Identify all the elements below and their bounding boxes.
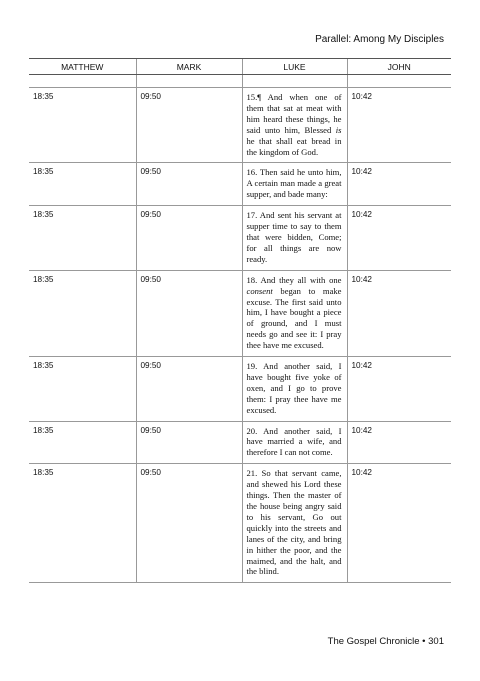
- john-ref: 10:42: [347, 206, 451, 271]
- matthew-ref: 18:35: [29, 270, 136, 356]
- table-row: [29, 464, 451, 583]
- table-row: [29, 88, 451, 163]
- luke-verse: 15.¶ And when one of them that sat at meat with him heard these things, he said unto him, Blessed is he that shall eat bread in the kingdom of God.: [242, 88, 347, 163]
- mark-ref: 09:50: [136, 88, 242, 163]
- john-ref: 10:42: [347, 464, 451, 583]
- table-row: [29, 421, 451, 464]
- luke-verse: 20. And another said, I have married a wife, and therefore I can not come.: [242, 421, 347, 464]
- table-header: [29, 59, 451, 75]
- table-row: [29, 206, 451, 271]
- mark-ref: 09:50: [136, 421, 242, 464]
- spacer-cell: [242, 75, 347, 88]
- luke-verse: 17. And sent his servant at supper time to say to them that were bidden, Come; for all things are now ready.: [242, 206, 347, 271]
- column-header-mark: MARK: [136, 59, 242, 75]
- mark-ref: 09:50: [136, 357, 242, 422]
- john-ref: 10:42: [347, 163, 451, 206]
- john-ref: 10:42: [347, 270, 451, 356]
- table-body: [29, 75, 451, 583]
- matthew-ref: 18:35: [29, 421, 136, 464]
- matthew-ref: 18:35: [29, 88, 136, 163]
- mark-ref: 09:50: [136, 270, 242, 356]
- luke-verse: 19. And another said, I have bought five yoke of oxen, and I go to prove them: I pray thee have me excused.: [242, 357, 347, 422]
- parallel-table: [29, 58, 451, 583]
- john-ref: 10:42: [347, 357, 451, 422]
- column-header-john: JOHN: [347, 59, 451, 75]
- john-ref: 10:42: [347, 88, 451, 163]
- column-header-matthew: MATTHEW: [29, 59, 136, 75]
- matthew-ref: 18:35: [29, 464, 136, 583]
- john-ref: 10:42: [347, 421, 451, 464]
- spacer-row: [29, 75, 451, 88]
- spacer-cell: [347, 75, 451, 88]
- page-footer: The Gospel Chronicle • 301: [327, 636, 444, 647]
- mark-ref: 09:50: [136, 163, 242, 206]
- column-header-luke: LUKE: [242, 59, 347, 75]
- page-header-title: Parallel: Among My Disciples: [315, 34, 444, 45]
- matthew-ref: 18:35: [29, 357, 136, 422]
- header-row: [29, 59, 451, 75]
- spacer-cell: [136, 75, 242, 88]
- luke-verse: 16. Then said he unto him, A certain man made a great supper, and bade many:: [242, 163, 347, 206]
- matthew-ref: 18:35: [29, 206, 136, 271]
- mark-ref: 09:50: [136, 464, 242, 583]
- table-row: [29, 357, 451, 422]
- mark-ref: 09:50: [136, 206, 242, 271]
- table-row: [29, 163, 451, 206]
- luke-verse: 21. So that servant came, and shewed his Lord these things. Then the master of the house being angry said to his servant, Go out quickly into the streets and lanes of the city, and bring in hither the poor, and the maimed, and the halt, and the blind.: [242, 464, 347, 583]
- table-row: [29, 270, 451, 356]
- matthew-ref: 18:35: [29, 163, 136, 206]
- luke-verse: 18. And they all with one consent began to make excuse. The first said unto him, I have bought a piece of ground, and I must needs go and see it: I pray thee have me excused.: [242, 270, 347, 356]
- spacer-cell: [29, 75, 136, 88]
